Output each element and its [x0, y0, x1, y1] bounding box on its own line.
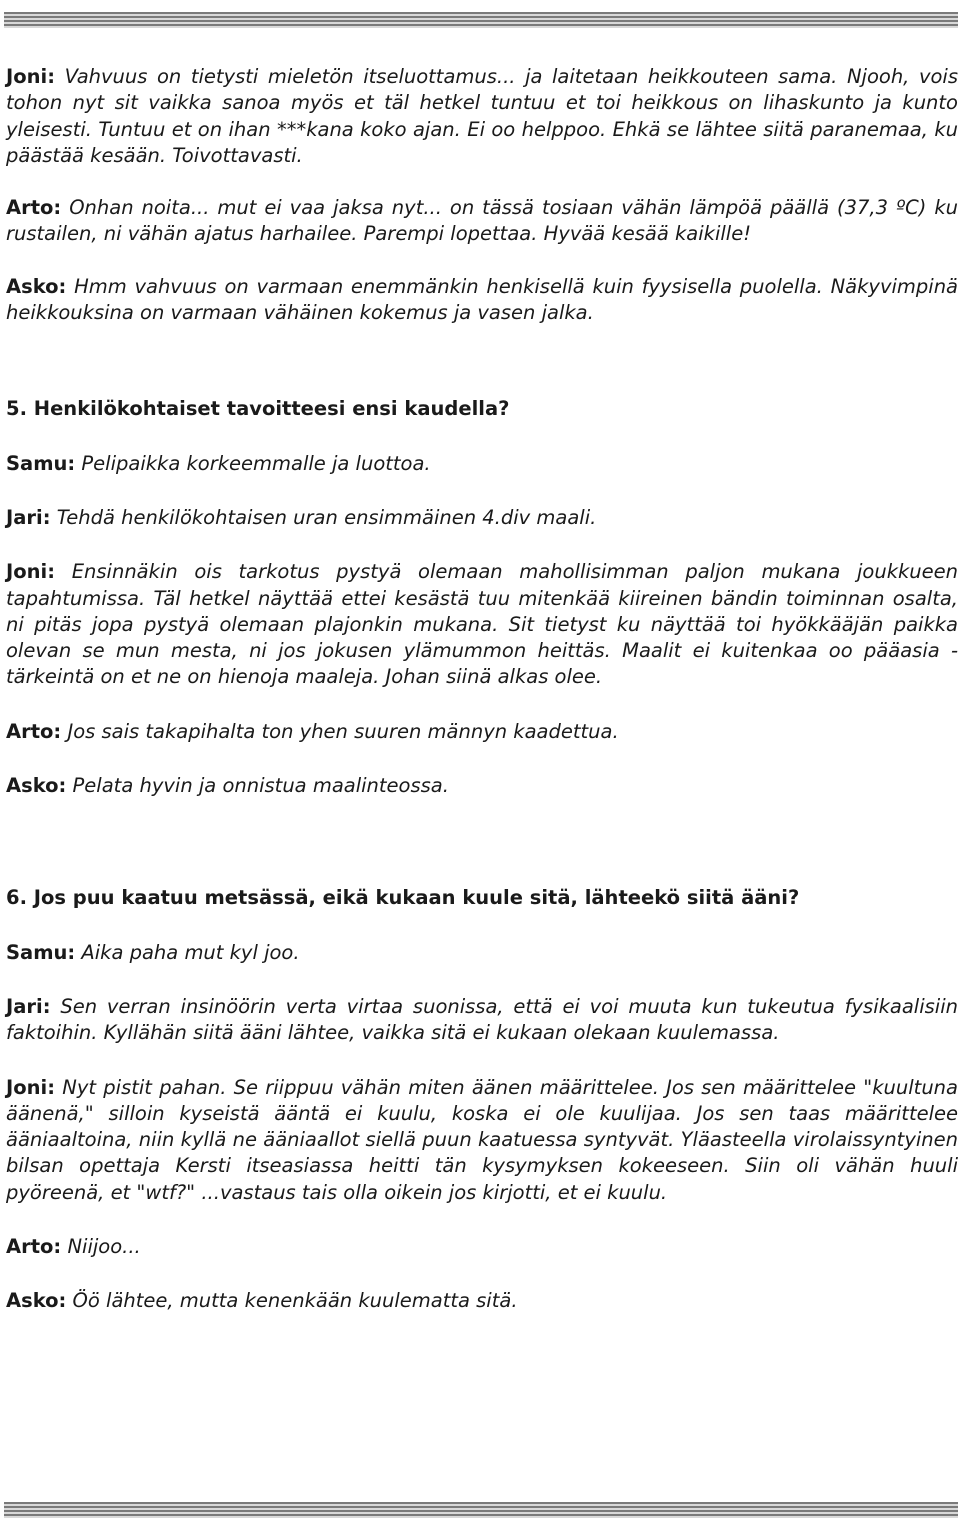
speaker-name: Asko: — [6, 774, 67, 798]
answer-text: Tehdä henkilökohtaisen uran ensimmäinen 4.div maali. — [56, 505, 597, 529]
speaker-name: Asko: — [6, 274, 67, 298]
answer-text: Pelipaikka korkeemmalle ja luottoa. — [81, 451, 431, 475]
answer-asko — [6, 274, 958, 327]
answer-arto — [6, 195, 958, 248]
speaker-name: Samu: — [6, 451, 76, 475]
answer-text: Sen verran insinöörin verta virtaa suonissa, että ei voi muuta kun tukeutua fysikaalisiin faktoihin. Kyllähän siitä ääni lähtee, vaikka sitä ei kukaan olekaan kuulemassa. — [6, 994, 958, 1045]
answer-samu — [6, 451, 958, 477]
speaker-name: Joni: — [6, 1075, 56, 1099]
speaker-name: Samu: — [6, 940, 76, 964]
answer-samu — [6, 940, 958, 966]
answer-text: Onhan noita... mut ei vaa jaksa nyt... on tässä tosiaan vähän lämpöä päällä (37,3 ºC) ku rustailen, ni vähän ajatus harhailee. Parempi lopettaa. Hyvää kesää kaikille! — [6, 196, 958, 246]
answer-text: Nyt pistit pahan. Se riippuu vähän miten äänen määrittelee. Jos sen määrittelee "kuultuna äänenä," silloin kyseistä ääntä ei kuulu, koska ei ole kuulijaa. Jos sen taas määrittelee ääniaaltoina, niin kyllä ne ääniaallot siellä puun kaatuessa syntyvät. Yläasteella virolaissyntyinen bilsan opettaja Kersti itseasiassa heitti tän kysymyksen kokeeseen. Siin oli vähän huuli pyöreenä, et "wtf?" ...vastaus tais olla oikein jos kirjotti, et ei kuulu. — [6, 1075, 958, 1204]
answer-text: Ensinnäkin ois tarkotus pystyä olemaan mahollisimman paljon mukana joukkueen tapahtumissa. Täl hetkel näyttää ettei kesästä tuu mitenkää kiireinen bändin toiminnan osalta, ni pitäs jopa pystyä olemaan plajonkin mukana. Sit tietyst ku näyttää toi hyökkääjän paikka olevan se mun mesta, ni jos jokusen ylämummon heittäs. Maalit ei kuitenkaa oo pääasia - tärkeintä on et ne on hienoja maaleja. Johan siinä alkas olee. — [6, 560, 959, 689]
question-heading: 5. Henkilökohtaiset tavoitteesi ensi kaudella? — [6, 397, 510, 421]
answer-text: Aika paha mut kyl joo. — [81, 940, 300, 964]
speaker-name: Jari: — [6, 505, 51, 529]
answer-text: Pelata hyvin ja onnistua maalinteossa. — [72, 774, 449, 798]
answer-jari — [6, 505, 958, 531]
document-body — [6, 64, 958, 1315]
footer-rule — [4, 1502, 958, 1518]
answer-jari — [6, 994, 958, 1047]
answer-text: Jos sais takapihalta ton yhen suuren männyn kaadettua. — [67, 719, 619, 743]
answer-text: Vahvuus on tietysti mieletön itseluottamus... ja laitetaan heikkouteen sama. Njooh, vois tohon nyt sit vaikka sanoa myös et täl hetkel tuntuu et toi heikkous on lihaskunto ja kunto yleisesti. Tuntuu et on ihan ***kana koko ajan. Ei oo helppoo. Ehkä se lähtee siitä paranemaa, ku päästää kesään. Toivottavasti. — [6, 65, 958, 167]
answer-arto — [6, 719, 958, 745]
answer-joni — [6, 559, 958, 690]
header-rule — [4, 12, 958, 28]
answer-arto — [6, 1234, 958, 1260]
speaker-name: Arto: — [6, 196, 62, 220]
answer-text: Niijoo... — [67, 1235, 141, 1259]
answer-asko — [6, 1288, 958, 1314]
answer-asko — [6, 773, 958, 799]
answer-joni — [6, 64, 958, 169]
speaker-name: Asko: — [6, 1289, 67, 1313]
speaker-name: Joni: — [6, 65, 56, 88]
answer-text: Öö lähtee, mutta kenenkään kuulematta sitä. — [72, 1289, 518, 1313]
answer-joni — [6, 1075, 958, 1206]
speaker-name: Joni: — [6, 560, 56, 584]
speaker-name: Arto: — [6, 719, 62, 743]
question-heading: 6. Jos puu kaatuu metsässä, eikä kukaan kuule sitä, lähteekö siitä ääni? — [6, 886, 800, 910]
speaker-name: Arto: — [6, 1235, 62, 1259]
answer-text: Hmm vahvuus on varmaan enemmänkin henkisellä kuin fyysisella puolella. Näkyvimpinä heikkouksina on varmaan vähäinen kokemus ja vasen jalka. — [6, 274, 959, 325]
speaker-name: Jari: — [6, 994, 51, 1018]
